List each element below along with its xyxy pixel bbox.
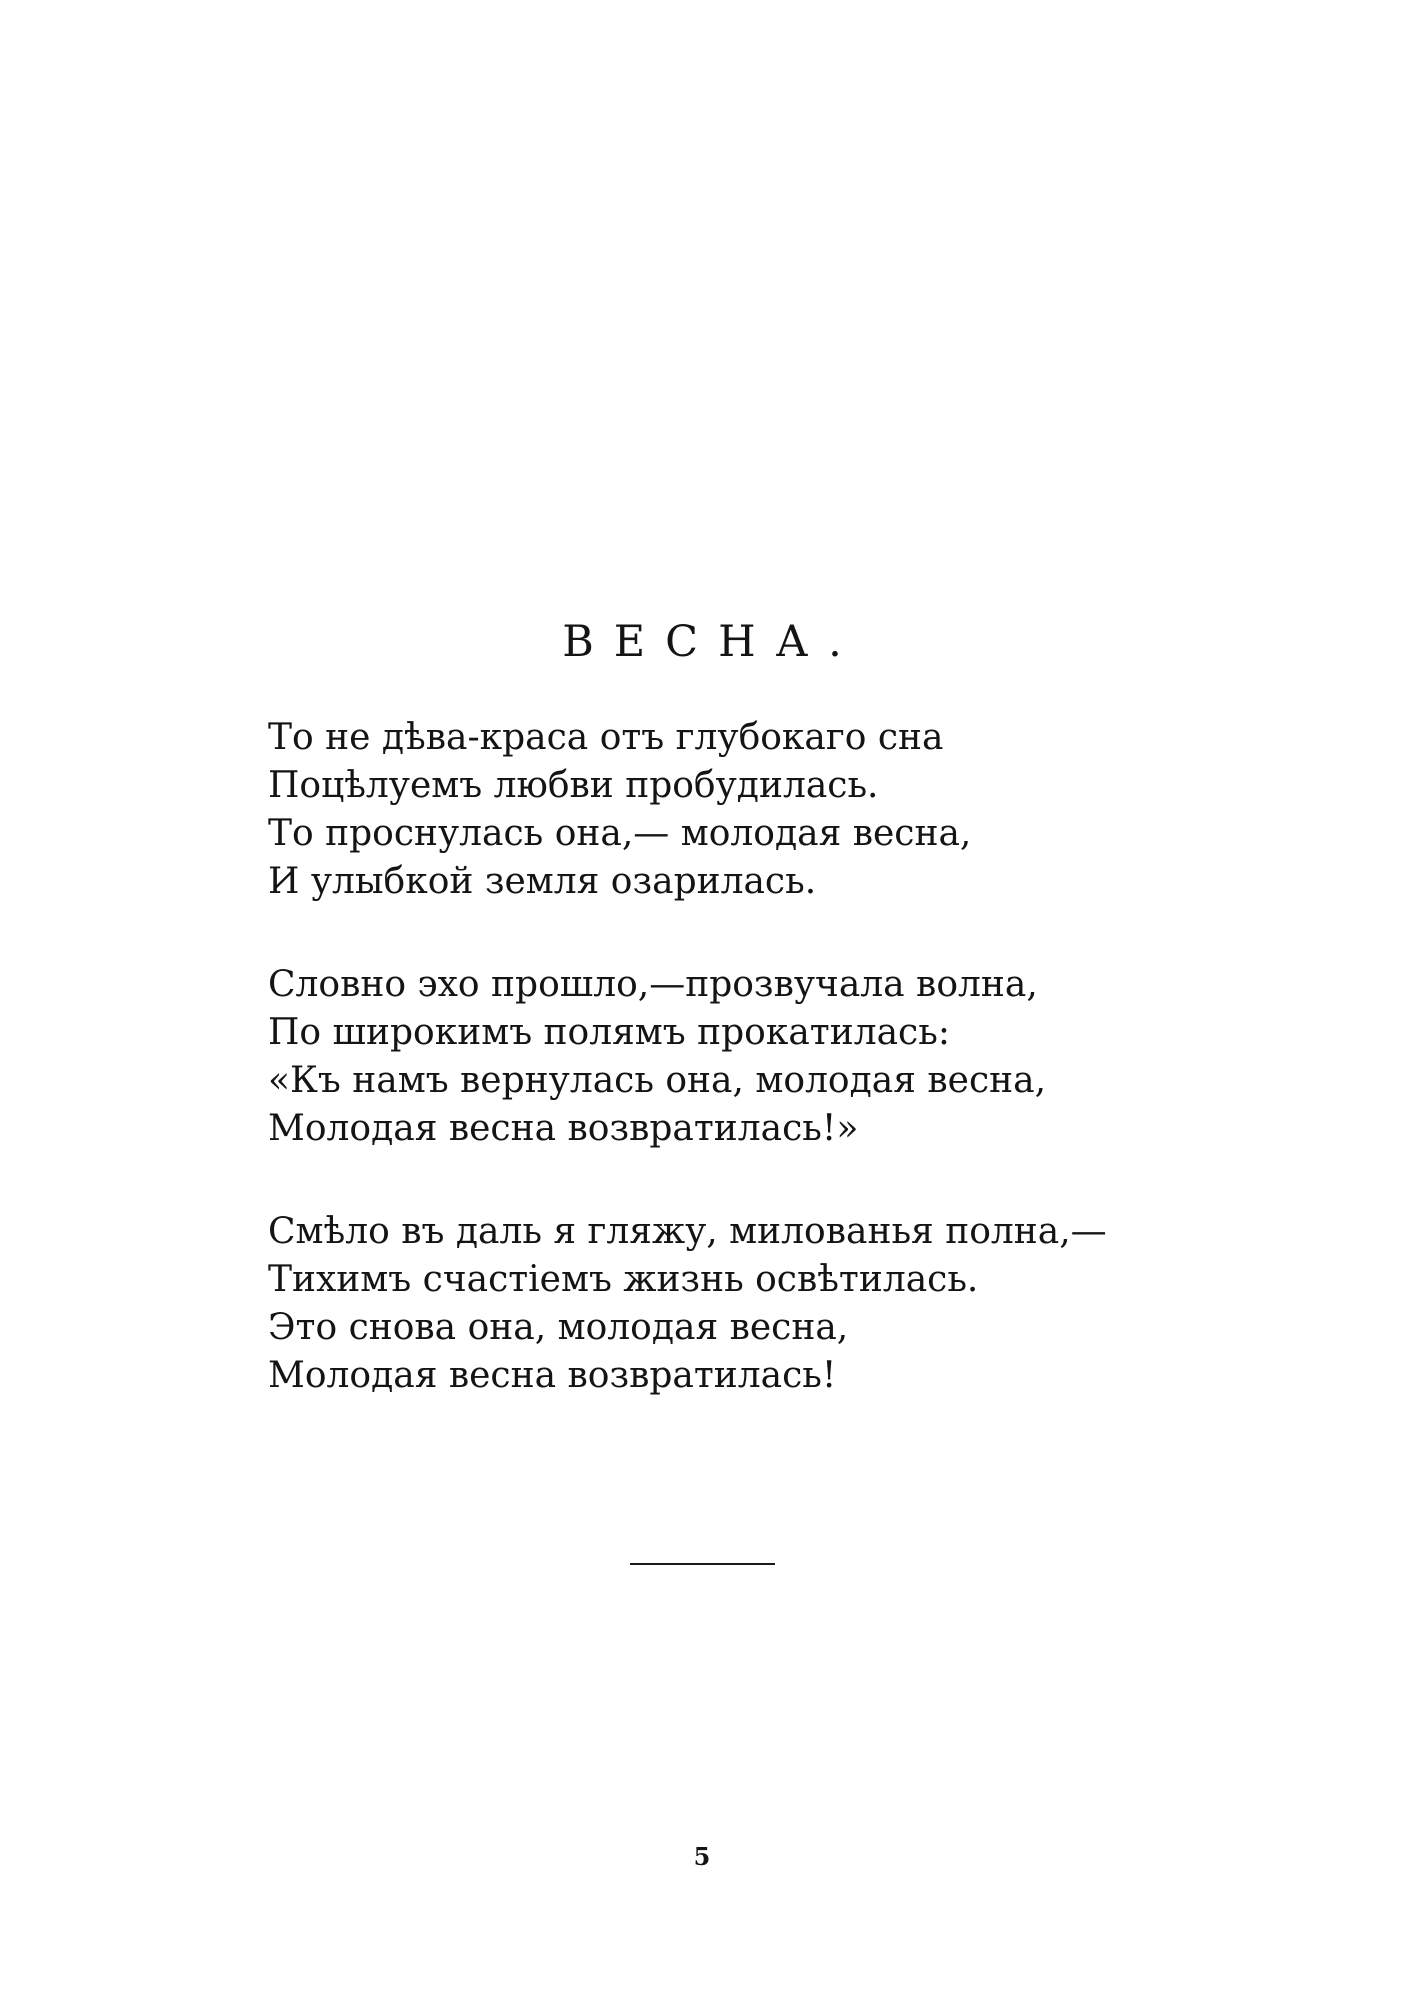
page-number: 5 bbox=[693, 1842, 711, 1871]
poem-line: Это снова она, молодая весна, bbox=[268, 1307, 849, 1348]
end-rule-divider bbox=[630, 1563, 775, 1565]
poem-line: Словно эхо прошло,—прозвучала волна, bbox=[268, 964, 1038, 1005]
stanza-3 bbox=[268, 1208, 1107, 1400]
poem-line: Смѣло въ даль я гляжу, милованья полна,— bbox=[268, 1211, 1107, 1252]
poem-title bbox=[0, 612, 1404, 672]
poem-line: Поцѣлуемъ любви пробудилась. bbox=[268, 765, 879, 806]
stanza-1 bbox=[268, 714, 1107, 906]
poem-line: По широкимъ полямъ прокатилась: bbox=[268, 1012, 950, 1053]
poem-body bbox=[268, 714, 1107, 1455]
poem-title-text: ВЕСНА. bbox=[562, 617, 862, 667]
poem-line: И улыбкой земля озарилась. bbox=[268, 861, 817, 902]
poem-line: То не дѣва-краса отъ глубокаго сна bbox=[268, 717, 944, 758]
poem-line: Молодая весна возвратилась! bbox=[268, 1355, 837, 1396]
poem-line: Молодая весна возвратилась!» bbox=[268, 1108, 859, 1149]
stanza-2 bbox=[268, 961, 1107, 1153]
poem-line: Тихимъ счастіемъ жизнь освѣтилась. bbox=[268, 1259, 979, 1300]
poem-line: «Къ намъ вернулась она, молодая весна, bbox=[268, 1060, 1047, 1101]
poem-line: То проснулась она,— молодая весна, bbox=[268, 813, 972, 854]
